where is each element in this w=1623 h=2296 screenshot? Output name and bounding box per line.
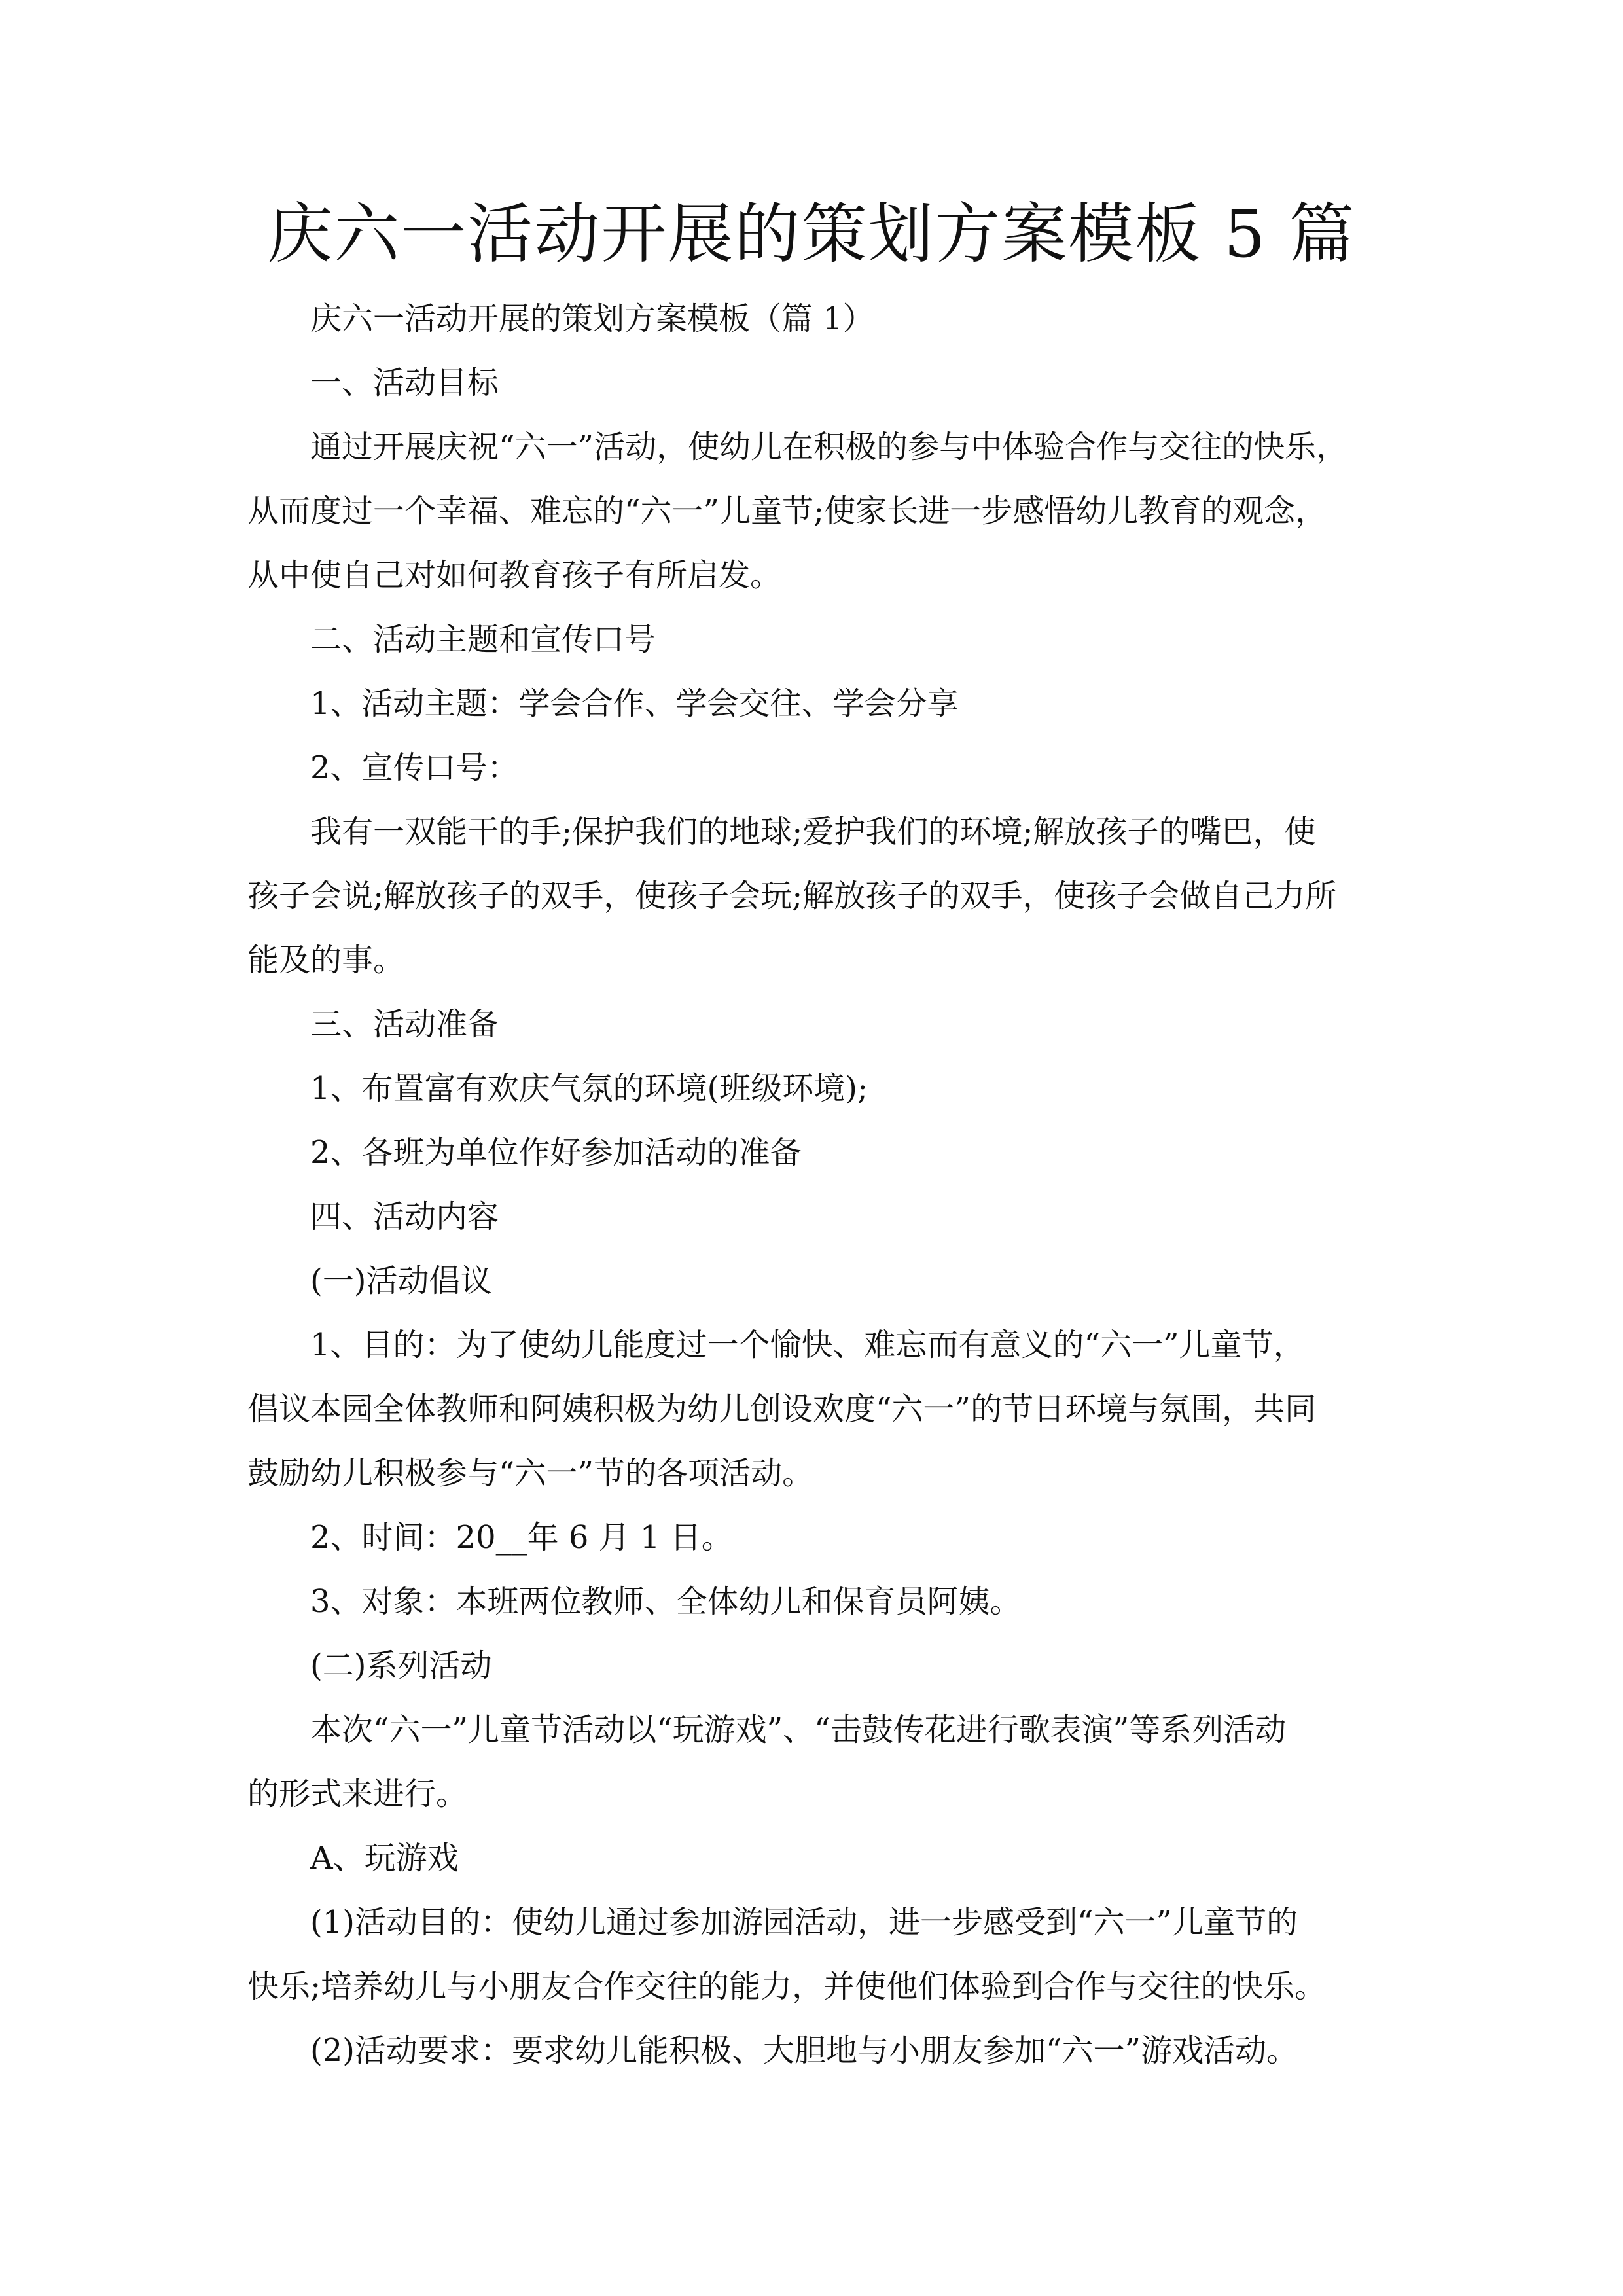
paragraph-line: 三、活动准备: [310, 1006, 499, 1043]
paragraph-line: 2、各班为单位作好参加活动的准备: [310, 1134, 802, 1171]
paragraph-line: 从而度过一个幸福、难忘的“六一”儿童节;使家长进一步感悟幼儿教育的观念，: [247, 493, 1327, 529]
paragraph-line: (二)系列活动: [310, 1647, 492, 1684]
paragraph-line: 从中使自己对如何教育孩子有所启发。: [247, 557, 782, 594]
paragraph-line: 3、对象：本班两位教师、全体幼儿和保育员阿姨。: [310, 1583, 1022, 1620]
paragraph-line: 孩子会说;解放孩子的双手，使孩子会玩;解放孩子的双手，使孩子会做自己力所: [247, 878, 1337, 914]
paragraph-line: 2、宣传口号：: [310, 749, 519, 786]
paragraph-line: 四、活动内容: [310, 1198, 499, 1235]
paragraph-line: 通过开展庆祝“六一”活动，使幼儿在积极的参与中体验合作与交往的快乐，: [310, 429, 1348, 465]
paragraph-line: 1、布置富有欢庆气氛的环境(班级环境);: [310, 1070, 868, 1107]
paragraph-line: 我有一双能干的手;保护我们的地球;爱护我们的环境;解放孩子的嘴巴，使: [310, 814, 1316, 850]
paragraph-line: 鼓励幼儿积极参与“六一”节的各项活动。: [247, 1455, 814, 1492]
paragraph-line: 1、活动主题：学会合作、学会交往、学会分享: [310, 685, 959, 722]
paragraph-line: 2、时间：20__年 6 月 1 日。: [310, 1519, 733, 1556]
paragraph-line: (一)活动倡议: [310, 1263, 492, 1299]
document-title: 庆六一活动开展的策划方案模板 5 篇: [267, 196, 1356, 272]
paragraph-line: 的形式来进行。: [247, 1776, 468, 1812]
paragraph-line: 二、活动主题和宣传口号: [310, 621, 656, 658]
paragraph-line: 快乐;培养幼儿与小朋友合作交往的能力，并使他们体验到合作与交往的快乐。: [247, 1968, 1327, 2005]
paragraph-line: 庆六一活动开展的策划方案模板（篇 1）: [310, 300, 874, 337]
paragraph-line: 1、目的：为了使幼儿能度过一个愉快、难忘而有意义的“六一”儿童节，: [310, 1327, 1305, 1363]
document-body: [247, 287, 1376, 2083]
paragraph-line: A、玩游戏: [310, 1840, 459, 1876]
paragraph-line: (1)活动目的：使幼儿通过参加游园活动，进一步感受到“六一”儿童节的: [310, 1904, 1298, 1941]
paragraph-line: 一、活动目标: [310, 365, 499, 401]
paragraph-line: 能及的事。: [247, 942, 405, 978]
paragraph-line: 本次“六一”儿童节活动以“玩游戏”、“击鼓传花进行歌表演”等系列活动: [310, 1712, 1287, 1748]
paragraph-line: (2)活动要求：要求幼儿能积极、大胆地与小朋友参加“六一”游戏活动。: [310, 2032, 1298, 2069]
paragraph-line: 倡议本园全体教师和阿姨积极为幼儿创设欢度“六一”的节日环境与氛围，共同: [247, 1391, 1317, 1427]
